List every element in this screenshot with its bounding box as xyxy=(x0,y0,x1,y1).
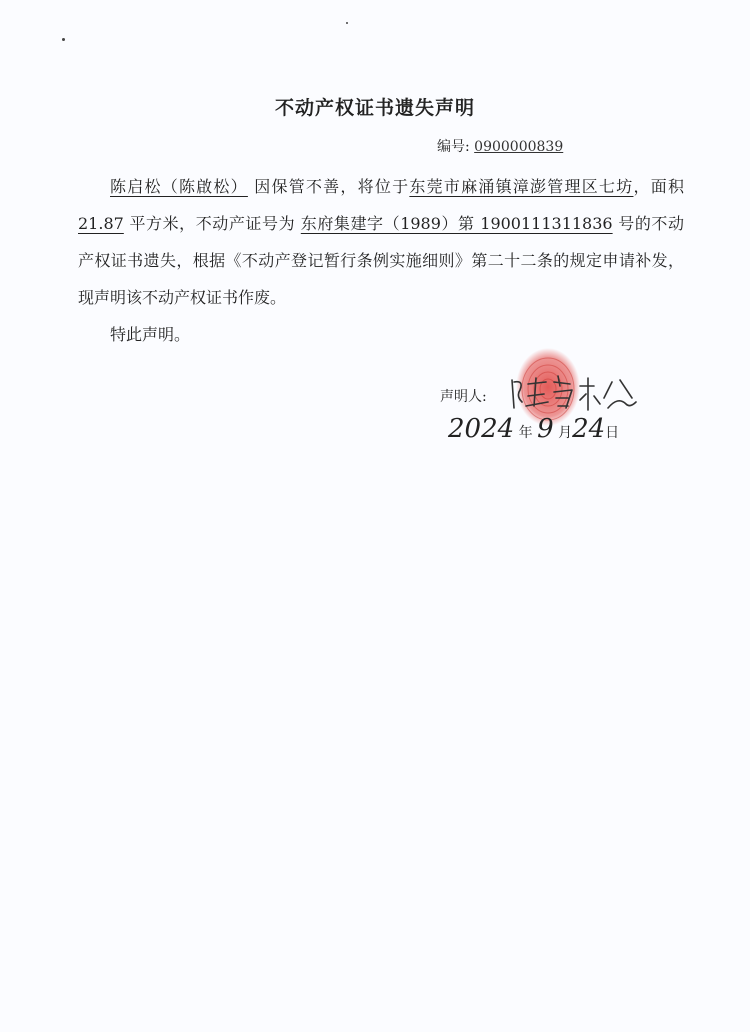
date-year: 2024 xyxy=(448,414,515,444)
signature-date xyxy=(448,414,619,444)
date-day-unit: 日 xyxy=(605,425,620,441)
text-segment: 平方米，不动产证号为 xyxy=(129,214,296,233)
text-segment: 因保管不善，将位于 xyxy=(254,177,410,196)
date-month-unit: 月 xyxy=(558,425,573,441)
document-title: 不动产权证书遗失声明 xyxy=(274,97,475,119)
date-day: 24 xyxy=(572,414,606,444)
text-segment: 号的不动产权证书遗失，根据《不动产登记暂行条例实施细则》第二十二条的规定申请补发，现声明该不动产权证书作废。 xyxy=(78,214,684,307)
scan-speck xyxy=(346,22,348,24)
property-location: 东莞市麻涌镇漳澎管理区七坊 xyxy=(409,177,634,196)
date-year-unit: 年 xyxy=(518,425,533,441)
declaration-body xyxy=(78,168,684,353)
document-number-value: 0900000839 xyxy=(474,139,564,155)
property-area: 21.87 xyxy=(78,214,124,233)
declaration-paragraph xyxy=(78,168,684,316)
signer-label: 声明人: xyxy=(440,389,487,405)
scan-speck xyxy=(62,38,65,41)
person-name: 陈启松（陈啟松） xyxy=(110,177,248,196)
closing-statement: 特此声明。 xyxy=(110,325,191,344)
handwritten-signature xyxy=(508,372,658,414)
document-number xyxy=(437,136,577,156)
date-month: 9 xyxy=(537,414,554,444)
text-segment: ，面积 xyxy=(633,177,684,196)
certificate-number: 东府集建字（1989）第 1900111311836 xyxy=(300,214,613,233)
document-number-label: 编号: xyxy=(437,139,470,155)
